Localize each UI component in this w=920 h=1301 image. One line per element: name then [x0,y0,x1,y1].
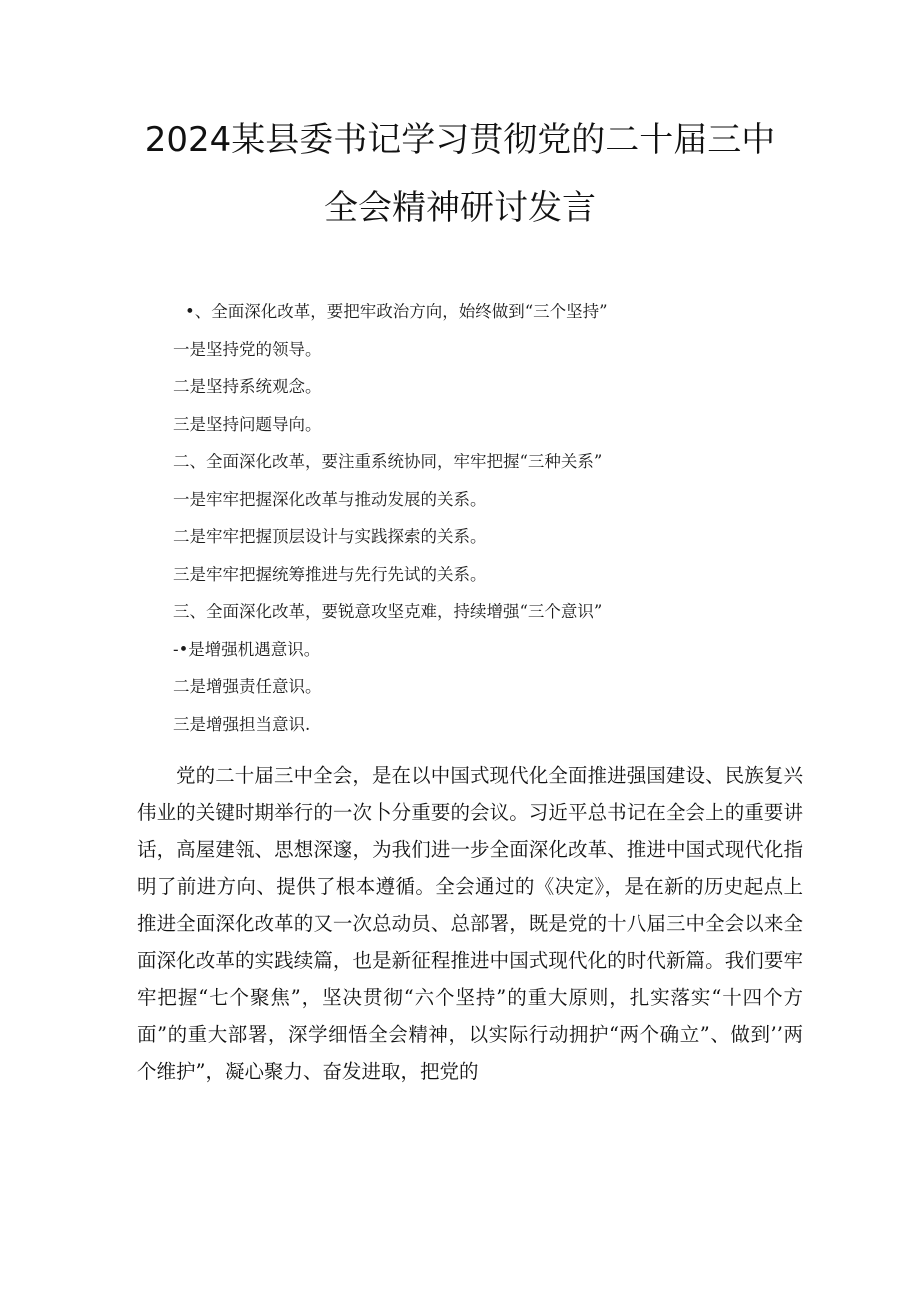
outline-item: 一是牢牢把握深化改革与推动发展的关系。 [173,489,487,509]
outline-item: 一是坚持党的领导。 [173,339,322,359]
outline-item: 二是增强责任意识。 [173,677,322,696]
outline-item: 三是牢牢把握统筹推进与先行先试的关系。 [173,564,487,584]
outline-item: -•是增强机遇意识。 [173,639,321,659]
outline-item: 二是坚持系统观念。 [173,377,322,396]
outline-item: •、全面深化改革，要把牢政治方向，始终做到“三个坚持” [185,302,608,321]
document-title-line-1: 2024某县委书记学习贯彻党的二十届三中 [144,120,776,160]
outline-item: 二是牢牢把握顶层设计与实践探索的关系。 [173,527,487,546]
outline-item: 三、全面深化改革，要锐意攻坚克难，持续增强“三个意识” [173,602,603,621]
body-paragraph: 党的二十届三中全会，是在以中国式现代化全面推进强国建设、民族复兴伟业的关键时期举行的一次卜分重要的会议。习近平总书记在全会上的重要讲话，高屋建瓴、思想深邃，为我们进一步全面深化改革、推进中国式现代化指明了前进方向、提供了根本遵循。全会通过的《决定》，是在新的历史起点上推进全面深化改革的又一次总动员、总部署，既是党的十八届三中全会以来全面深化改革的实践续篇，也是新征程推进中国式现代化的时代新篇。我们要牢牢把握“七个聚焦”，坚决贯彻“六个坚持”的重大原则，扎实落实“十四个方面”的重大部署，深学细悟全会精神，以实际行动拥护“两个确立”、做到’’两个维护”，凝心聚力、奋发进取，把党的 [137,764,803,1083]
outline-list [173,297,813,747]
outline-item: 三是坚持问题导向。 [173,414,322,434]
outline-item: 三是增强担当意识. [173,714,311,734]
document-title-line-2: 全会精神研讨发言 [324,188,596,228]
outline-item: 二、全面深化改革，要注重系统协同，牢牢把握“三种关系” [173,452,603,471]
